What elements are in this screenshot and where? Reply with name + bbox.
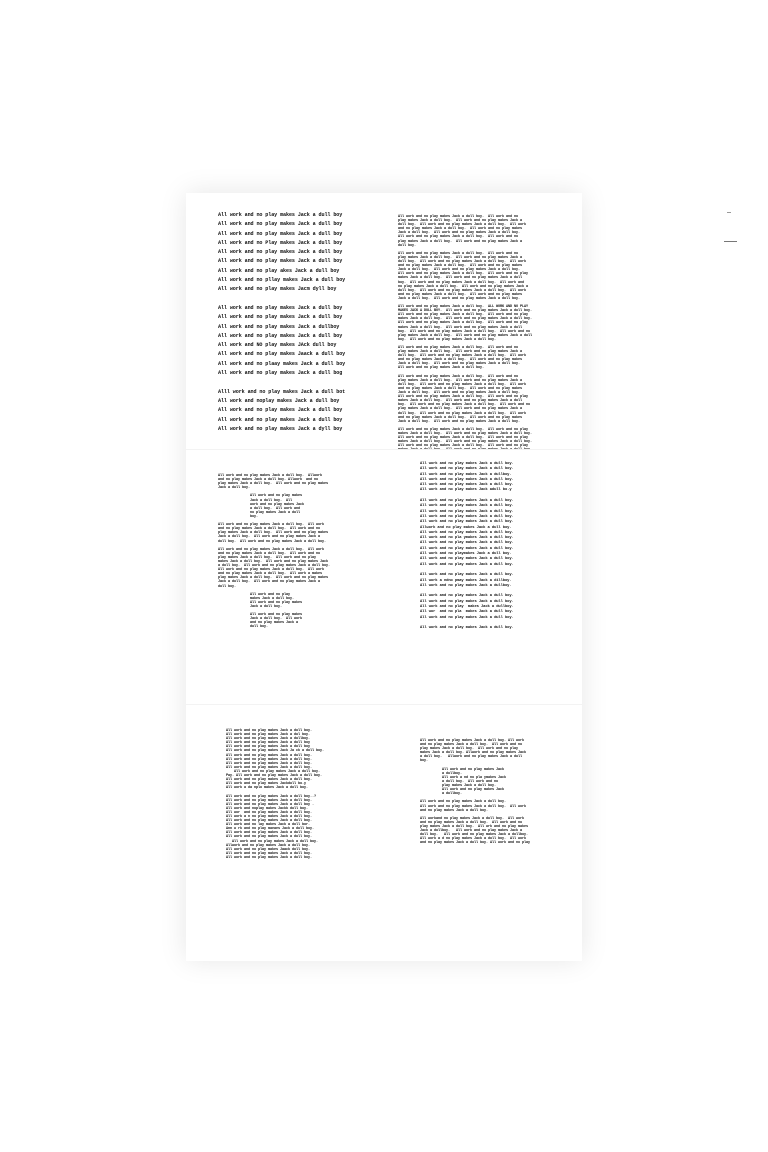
page-2 bbox=[384, 193, 582, 449]
page-3-text: All work and no play makes Jack a dull boy. Allwork and no play makes Jack a dull boy. Allwork and no play makes Jack a dull boy. All work and no play makes Jack a dull boy. All work and no play makes Jack a dull boy. All work and no play makes Jack a dull boy. All work and no play makes Jack a dull boy. All work and no play makes Jack a dull boy. All work and no play makes Jack a dull boy. All work and no play makes Jack a dull boy. All work and no play makes Jack a dull boy. All work and no play makes Jack a dull boy. All work and no play makes Jack a dull boy. All work and no play makes Jack a dull boy. All work and no play makes Jack a dull boy. All work and no play makes Jack a dull boy. All work and no play makes Jack a dull boy. All work and no play makes Jack a dull boy. All work and no play makes Jack a dull boy. All work and no play makes Jack a dull boy. All work and no play makes Jack a dull boy. All work a makes play makes Jack a dull boy. All work and no play makes Jack a dull boy. All work and no play makes Jack a dull boy. All work and no play makes Jack a dull boy. All work and no play makes Jack a dull boy. All work and no play makes Jack a dull boy. All work and no play makes Jack a dull boy. bbox=[218, 474, 331, 630]
page-1-text: All work and no play makes Jack a dull boy All work and no play makes Jack a dull boy All work and no play makes Jack a dull boy All work and no Play makes Jack a dull boy All work and no play makes Jack a dull boy All work and no play makes Jack a dull boy All work and no play akes Jack a dull boy All work and no pllay makes Jack a dull boy All work and no play makes Jacm dyll boy All work and no play makes Jack a dull boy All work and no play makes Jack a dull boy All work and no play makes Jack a dullboy All work and no play makes Jack a dull boy All work and NO play makes JAck dull boy All work and no play makes Jaack a dull boy All work and no plaay makes Jack a dull boy All work and no play makes Jack a dull bog Alll work and no play makes Jack a dull bot All work and noplay makes Jack a dull boy All work and no play makes Jack a dull boy All work and no play makes Jack a dull boy All work and no play makes Jack a dyll boy bbox=[218, 212, 346, 432]
scroll-dash-mark bbox=[724, 241, 737, 242]
page-5 bbox=[186, 704, 385, 961]
page-5-text: All work and no play makes Jack a dull boy. All work and no play makes Jack a dul boy. All work and no play makes Jack a dullboy. All work and no play makes Jack a dull boy All work and no play makes Jack a dull boy All work and no play makes Jack Ja ck a dull boy. All work and no play makes Jack a dull boy. All work and no play makes Jack a dull boy. All work and no play makes Jack a dull boy. All work and no play makes Jack a dull boy. All work and no play makes Jack a dull boy. Pay. All work and no play makes Jack a dull boy. All work and no play makes Jack a dull boy. All work and no play makes Jackdull bo.y All work a da nplo makes Jack a dull boy. All work and no play makes Jack a dull boy..? All work and no play makes Jack a dull boy. All work and no play makes Jack a dull boy . All work and noplay makes Jackk dull boy. All wor and no play makes Jack a dull boy. All work a n no play makes Jack a dull boy. All work and no play makes Jack a dull boy. All work and no lay makes Jack a dull bor. Ann w rk and no play maeaes Jack a dull boy. All work and no play makes Jack a dull boy. All work and no play makes Jack a dull boy. All work and no play makes Jack a dull boy. Allwork and no play makes Jack a dull boy. All work and no play makes Jaack dull boy. All work and no play makes Jack a dull boy. All work and no play makes Jack a dull boy. bbox=[226, 729, 325, 860]
page-1 bbox=[186, 193, 385, 449]
scroll-tick-mark bbox=[727, 212, 731, 213]
page-4-text: All work and no play makes Jack a dull boy. All work and no play makes Jack a dull boy. All work and no play makes Jack a dullboy. All work and no play makes Jack a dull boy. All work and no play makes Jack a dull boy. All work and no play makes Jack adull bo.y All work and no play makes Jack a dull boy. All work and no play makes Jack a dull boy. All work and no play makes Jack a dull boy. All work and no play makes Jack a dull boy. All work and no play makes Jack a dull boy. Allwork and no play makes Jack a dull boy. All work and no play makes Jack a dull boy. All work and no pla ymakes Jack a dull boy. All work and no play makes Jack a dull boy. All work and no play makes Jack a dull boy. All work and no playmakes Jack a dull boy. All work and no play makes Jack a dull boy. All work and no play makes Jack a dull boy. All work and no play makes Jack a dull boy. All work a ndno pmay makes Jack a dillboy. All work and no play makes Jack a dullboy. All work and no play makes Jack a dull boy. All work and no play makes Jack a dull boy. All work and no play makes Jack a dullboy. All wor and no pla makes Jack a dull boy. All work and no play makes Jack a dull boy. All work and no play makes Jack a dull boy. bbox=[420, 462, 514, 631]
page-6 bbox=[384, 704, 582, 961]
page-3 bbox=[186, 449, 385, 706]
document-sheet bbox=[186, 193, 582, 960]
page-4 bbox=[384, 449, 582, 706]
page-2-text: All work and no play makes Jack a dull boy. All work and no play makes Jack a dull boy. All work and no play makes Jack a dull boy. All work and no play makes Jack a dull boy. All work and no play makes Jack a dull boy. All work and no play makes Jack a dull boy. All work and no play makes Jack a dull boy. All work and no play makes Jack a dull boy. All work and no play makes Jack a dull boy. All work and no play makes Jack a dull boy. All work and no play makes Jack a dull boy. All work and no play makes Jack a dull boy. All work and no play makes Jack a dull boy. All work and no play makes Jack a dull boy. All work and no play makes Jack a dull boy. All work and no play makes Jack a dull boy. All work and no play makes Jack a dull boy. All work and no play makes Jack a dull boy. All work and no play makes Jack a dull boy. All work and no play makes Jack a dull boy. All work and no play makes Jack a dull boy. All work and no play makes Jack a dull boy. All work and no play makes Jack a dull boy. All work and no play makes Jack a dull boy. All work and no play makes Jack a dull boy. All work and no play makes Jack a dull boy. All work and no play makes Jack a dull boy. All work and no play makes Jack a dull boy. ALL WORK AND NO PLAY MAKES JACK A DULL BOY. All work and no play makes Jack a dull boy. All work and no play makes Jack a dull boy. All work and no play makes Jack a dull boy. All work and no play makes Jack a dull boy. All work and no play makes Jack a dull boy. All work and no play makes Jack a dull boy. All work and no play makes Jack a dull boy. All work and no play makes Jack a dull boy. All work and no play makes Jack a dull boy. All work and no play makes Jack a dull boy. All work and no play makes Jack a dull boy. All work and no play makes Jack a dull boy. All work and no play makes Jack a dull boy. All work and no play makes Jack a dull boy. All work and no play makes Jack a dull boy. All work and no play makes Jack a dull boy. All work and no play makes Jack a dull boy. All work and no play makes Jack a dull boy. All work and no play makes Jack a dull boy. All work and no play makes Jack a dull boy. All work and no play makes Jack a dull boy. All work and no play makes Jack a dull boy. All work and no play makes Jack a dull boy. All work and no play makes Jack a dull boy. All work and no play makes Jack a dull boy. All work and no play makes Jack a dull boy. All work and no play makes Jack a dull boy. All work and no play makes Jack a dull boy. All work and no play makes Jack a dull boy. All work and no play makes Jack a dull boy. All work and no play makes Jack a dull boy. All work and no play makes Jack a dull boy. All work and no play makes Jack a dull boy. All work and no play makes Jack a dull boy. All work and no play makes Jack a dull boy. All work and no play makes Jack a dull boy. All work and no play makes Jack a dull boy. All work and no play makes Jack a dull boy. All work and no play makes Jack a dull boy. All work and no play makes Jack a dull boy. All work and no play makes Jack a dull boy. All work and no play makes Jack a dull boy. All work and no play makes Jack a dull boy. All work and no play bbox=[398, 215, 533, 449]
page-6-text: All work and no play makes Jack a dull boy. All work and no play makes Jack a dull boy. All work and no play makes Jack a dull boy. All work and no play makes Jack a dull boy. Allwork and no play makes Jack a dull boy. Allwork and no play makes Jack a dull boy. All work and no play makes Jack a dullboy. All work a nd no pla ymakes Jack a dull boy. All work and no play makes Jack a dull boy. All work and no play makes Jack a dullboy. All work and no play makes Jack a dull boy. All work and no play makes Jack a dull boy. All work and no play makes Jack a dull boy. All workand no play makes Jack a dull boy. All work and no play makes Jack a dull boy. All work and no play makes Jack a dull boy. All wrk and no play makes Jack a dullboy. All work and no play makes Jack a dull boy. All work and no play makes Jack a dullboy. All work a d no play makes Jack a dull boy. All work and no play makes Jack a dull boy. All work and no play bbox=[420, 739, 531, 846]
